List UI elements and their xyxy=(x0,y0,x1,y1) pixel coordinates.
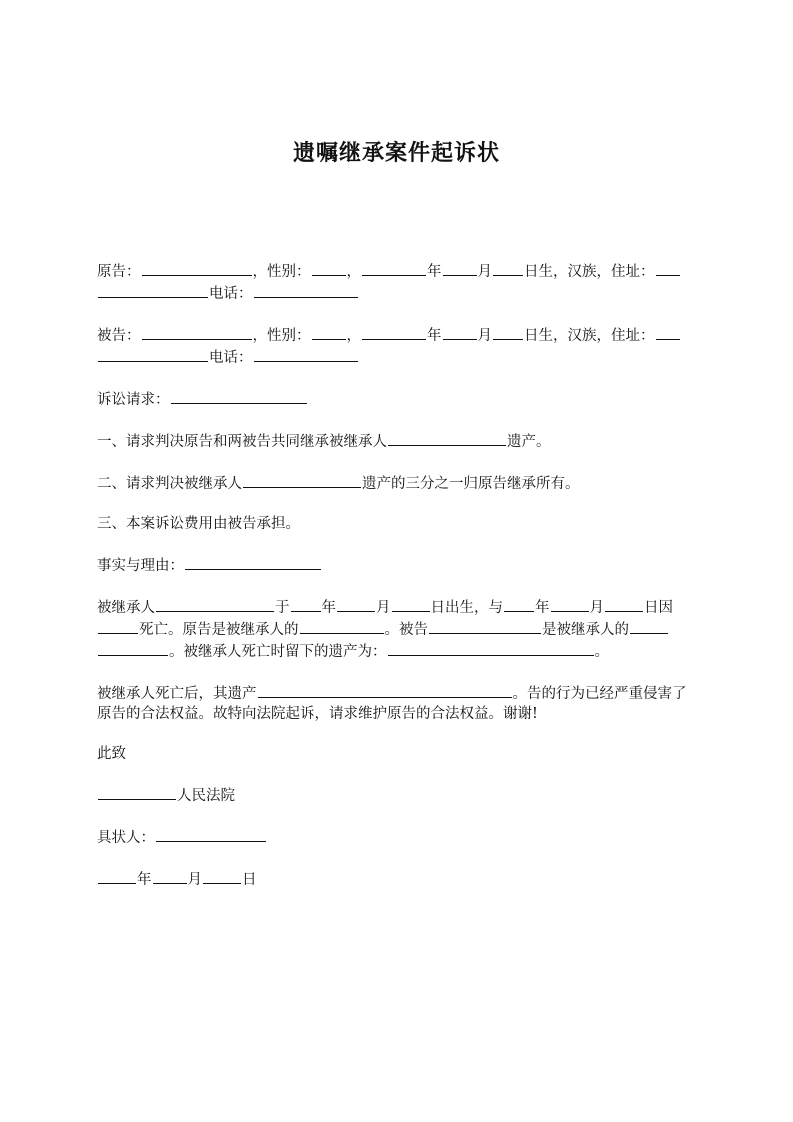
plaintiff-phone-label: 电话： xyxy=(209,286,253,302)
defendant-address-blank[interactable] xyxy=(656,324,680,340)
defendant-relation-blank[interactable] xyxy=(630,618,668,634)
document-title: 遗嘱继承案件起诉状 xyxy=(292,141,500,166)
facts-text-p2b: 。告的行为已经严重侵害了原告的合法权益。故特向法院起诉，请求维护原告的合法权益。谢谢! xyxy=(97,686,687,722)
plaintiff-label: 原告： xyxy=(97,264,141,280)
facts-blank[interactable] xyxy=(185,554,321,570)
estate-disposition-blank[interactable] xyxy=(258,682,512,698)
defendant-phone-label: 电话： xyxy=(209,350,253,366)
death-year-blank[interactable] xyxy=(504,596,534,612)
date-month-blank[interactable] xyxy=(153,868,187,884)
defendant-month-label: 月 xyxy=(477,328,492,344)
facts-paragraph-1 xyxy=(97,596,697,662)
date-month-label: 月 xyxy=(187,872,202,888)
defendant-day-blank[interactable] xyxy=(493,324,523,340)
facts-text-k: 是被继承人的 xyxy=(542,622,629,638)
facts-text-p2a: 被继承人死亡后，其遗产 xyxy=(97,686,257,702)
claim-item-1 xyxy=(97,430,697,452)
plaintiff-month-blank[interactable] xyxy=(443,260,477,276)
birth-day-blank[interactable] xyxy=(392,596,430,612)
birth-year-blank[interactable] xyxy=(291,596,321,612)
defendant-address-label: 日生，汉族，住址： xyxy=(524,328,655,344)
salutation: 此致 xyxy=(97,746,126,762)
plaintiff-year-blank[interactable] xyxy=(362,260,426,276)
plaintiff-year-label: 年 xyxy=(427,264,442,280)
plaintiff-info xyxy=(97,260,697,304)
claim-2-text-b: 遗产的三分之一归原告继承所有。 xyxy=(362,476,580,492)
facts-text-a: 被继承人 xyxy=(97,600,155,616)
facts-text-d: 月 xyxy=(376,600,391,616)
birth-month-blank[interactable] xyxy=(337,596,375,612)
claim-item-3: 三、本案诉讼费用由被告承担。 xyxy=(97,516,300,532)
defendant-address-blank-2[interactable] xyxy=(98,346,208,362)
defendant-label: 被告： xyxy=(97,328,141,344)
plaintiff-address-label: 日生，汉族，住址： xyxy=(524,264,655,280)
facts-text-i: 死亡。原告是被继承人的 xyxy=(139,622,299,638)
signer-blank[interactable] xyxy=(156,826,266,842)
plaintiff-gender-label: ，性别： xyxy=(252,264,311,280)
facts-text-l: 。被继承人死亡时留下的遗产为： xyxy=(169,644,387,660)
claim-2-blank[interactable] xyxy=(243,472,361,488)
claim-1-text-b: 遗产。 xyxy=(507,434,551,450)
defendant-info xyxy=(97,324,697,368)
date-day-label: 日 xyxy=(242,872,257,888)
plaintiff-day-blank[interactable] xyxy=(493,260,523,276)
claim-1-text-a: 一、请求判决原告和两被告共同继承被继承人 xyxy=(97,434,387,450)
plaintiff-month-label: 月 xyxy=(477,264,492,280)
estate-blank[interactable] xyxy=(388,640,594,656)
facts-text-h: 日因 xyxy=(644,600,673,616)
plaintiff-name-blank[interactable] xyxy=(142,260,252,276)
date-year-blank[interactable] xyxy=(98,868,136,884)
facts-text-m: 。 xyxy=(594,644,609,660)
defendant-gender-blank[interactable] xyxy=(312,324,346,340)
court-label: 人民法院 xyxy=(177,788,235,804)
defendant-year-blank[interactable] xyxy=(362,324,426,340)
plaintiff-phone-blank[interactable] xyxy=(254,282,358,298)
plaintiff-sep: ， xyxy=(346,264,361,280)
claim-1-blank[interactable] xyxy=(388,430,506,446)
facts-label: 事实与理由： xyxy=(97,558,184,574)
defendant-name-blank[interactable] xyxy=(142,324,252,340)
defendant-phone-blank[interactable] xyxy=(254,346,358,362)
facts-text-c: 年 xyxy=(321,600,336,616)
court-line xyxy=(97,784,697,806)
facts-text-f: 年 xyxy=(535,600,550,616)
defendant-gender-label: ，性别： xyxy=(252,328,311,344)
claims-heading xyxy=(97,388,697,410)
facts-text-e: 日出生，与 xyxy=(430,600,503,616)
defendant-month-blank[interactable] xyxy=(443,324,477,340)
court-name-blank[interactable] xyxy=(98,784,176,800)
plaintiff-relation-blank[interactable] xyxy=(300,618,384,634)
date-line xyxy=(97,868,697,890)
claims-label: 诉讼请求： xyxy=(97,392,170,408)
decedent-name-blank[interactable] xyxy=(156,596,274,612)
plaintiff-gender-blank[interactable] xyxy=(312,260,346,276)
defendant-relation-blank-2[interactable] xyxy=(98,640,168,656)
claim-item-2 xyxy=(97,472,697,494)
claims-blank[interactable] xyxy=(171,388,307,404)
facts-heading xyxy=(97,554,697,576)
defendant-year-label: 年 xyxy=(427,328,442,344)
facts-text-g: 月 xyxy=(589,600,604,616)
death-day-blank[interactable] xyxy=(605,596,643,612)
document-body xyxy=(97,260,697,910)
signer-label: 具状人： xyxy=(97,830,155,846)
date-year-label: 年 xyxy=(137,872,152,888)
defendant-name-facts-blank[interactable] xyxy=(429,618,541,634)
plaintiff-address-blank[interactable] xyxy=(656,260,680,276)
facts-paragraph-2 xyxy=(97,682,697,724)
facts-text-j: 。被告 xyxy=(384,622,428,638)
death-month-blank[interactable] xyxy=(551,596,589,612)
date-day-blank[interactable] xyxy=(203,868,241,884)
defendant-sep: ， xyxy=(346,328,361,344)
death-cause-blank[interactable] xyxy=(98,618,138,634)
claim-2-text-a: 二、请求判决被继承人 xyxy=(97,476,242,492)
signer-line xyxy=(97,826,697,848)
plaintiff-address-blank-2[interactable] xyxy=(98,282,208,298)
facts-text-b: 于 xyxy=(275,600,290,616)
